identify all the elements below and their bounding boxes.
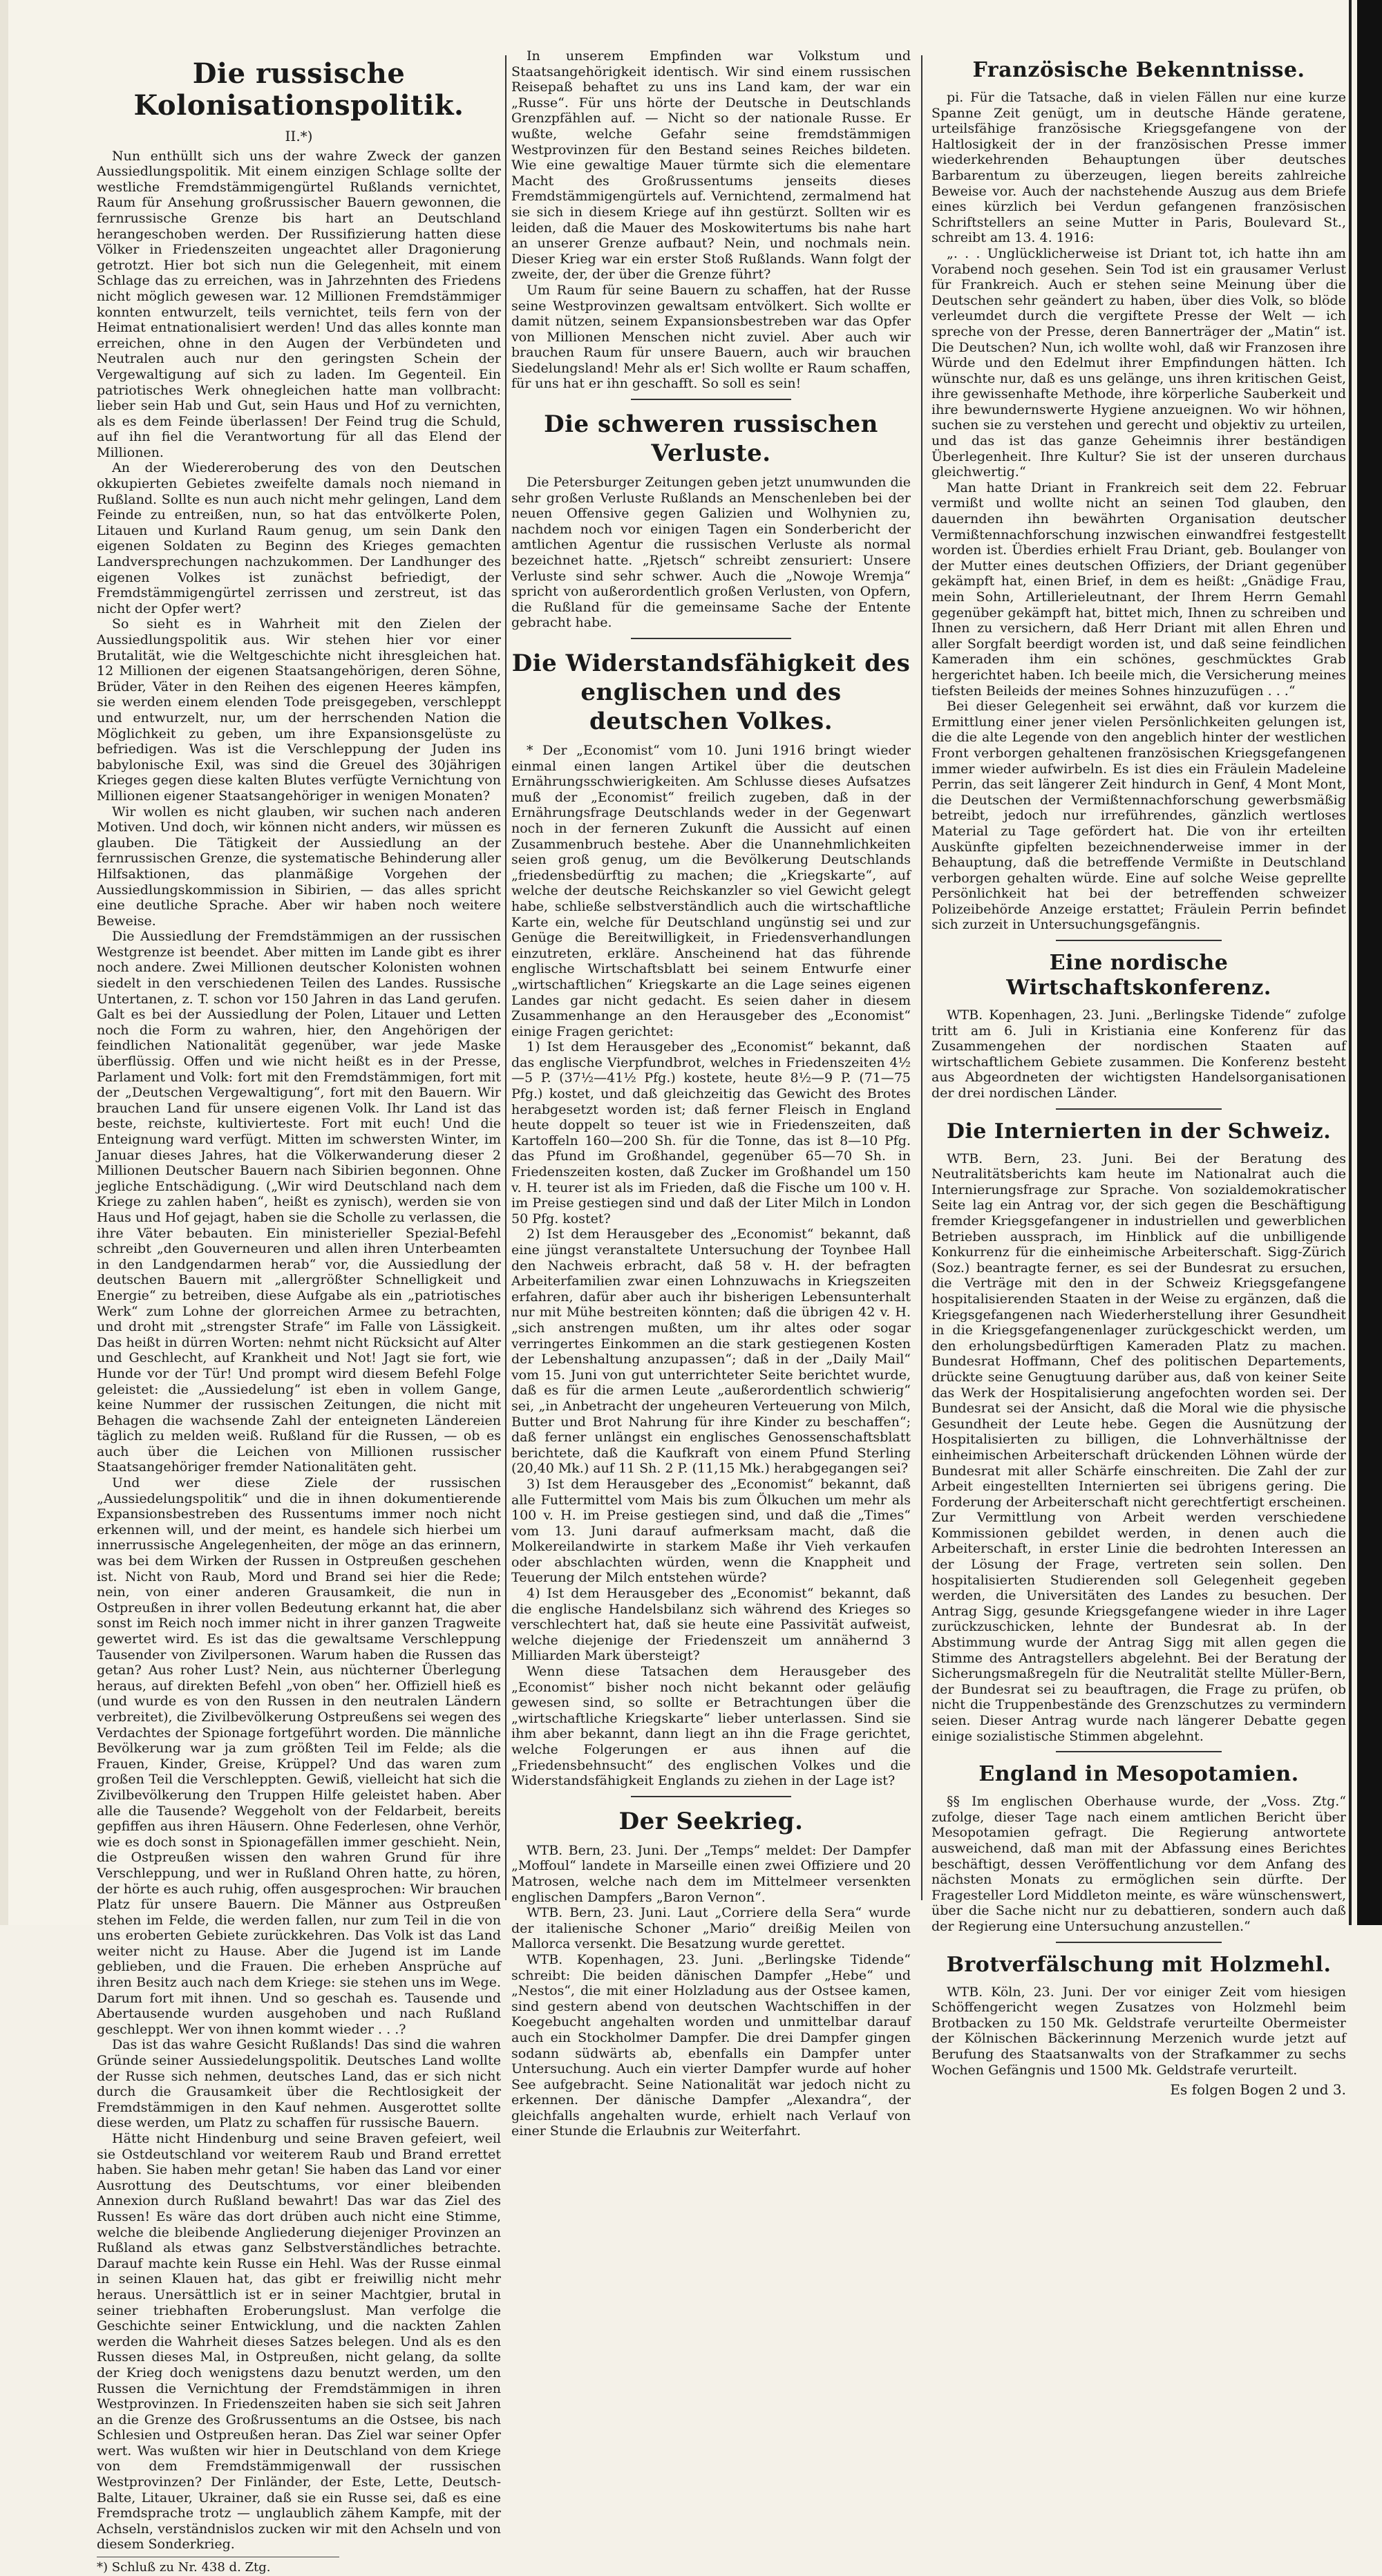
article-body-verluste: Die Petersburger Zeitungen geben jetzt unumwunden die sehr großen Verluste Rußlands an Menschenleben bei der neuen Offensive gegen Galizien und Wolhynien zu, nachdem noch vor einigen Tagen ein Sonderbericht der amtlichen Agentur die russischen Verluste als normal bezeichnet hatte. „Rjetsch“ schreibt zensuriert: Unsere Verluste sind sehr schwer. Auch die „Nowoje Wremja“ spricht von außerordentlich großen Verlusten, von Opfern, die Rußland für die gemeinsame Sache der Entente gebracht habe. [511, 475, 911, 631]
paragraph: Hätte nicht Hindenburg und seine Braven gefeiert, weil sie Ostdeutschland vor weiterem Raub und Brand errettet haben. Sie haben mehr getan! Sie haben das Land vor einer Ausrottung des Deutschtums, vor einer bleibenden Annexion durch Rußland bewahrt! Das war das Ziel des Russen! Es wäre das dort drüben auch nicht eine Stimme, welche die bleibende Angliederung diejeniger Provinzen an Rußland als etwas ganz Selbstverständliches betrachte. Darauf machte kein Russe ein Hehl. Was der Russe einmal in seinen Klauen hat, das gibt er freiwillig nicht mehr heraus. Unersättlich ist er in seiner Machtgier, brutal in seiner triebhaften Eroberungslust. Man verfolge die Geschichte seiner Entwicklung, und die nackten Zahlen werden die Wahrheit dieses Satzes belegen. Und als es den Russen dieses Mal, in Ostpreußen, nicht gelang, da sollte der Krieg doch wenigstens dazu benutzt werden, um den Russen die Vernichtung der Fremdstämmigen in ihren Westprovinzen. In Friedenszeiten haben sie sich seit Jahren an die Grenze des Großrussentums an die Ostsee, bis nach Schlesien und Ostpreußen heran. Das Ziel war seiner Opfer wert. Was wußten wir hier in Deutschland von dem Kriege von dem Fremdstämmigenwall der russischen Westprovinzen? Der Finländer, der Este, Lette, Deutsch-Balte, Litauer, Ukrainer, daß sie ein Russe sei, daß es eine Fremdsprache trotz — unglaublich zähem Kampfe, mit der Achseln, verständnislos zucken wir mit den Achseln und von diesem Sonderkrieg. [97, 2131, 501, 2553]
column-3 [931, 48, 1346, 2099]
article-title-seekrieg: Der Seekrieg. [618, 1807, 804, 1835]
paragraph: Das ist das wahre Gesicht Rußlands! Das sind die wahren Gründe seiner Aussiedelungspolitik. Deutsches Land wollte der Russe sich nehmen, deutsches Land, das er sich nicht durch die Grausamkeit über die Rechtlosigkeit der Fremdstämmigen in den Kauf nehmen. Ausgerottet sollte diese werden, um Platz zu schaffen für russische Bauern. [97, 2037, 501, 2131]
paragraph: Man hatte Driant in Frankreich seit dem 22. Februar vermißt und wollte nicht an seinen Tod glauben, den dauernden ihn bewährten Organisation deutscher Vermißtennachforschung inzwischen einwandfrei festgestellt worden ist. Überdies erhielt Frau Driant, geb. Boulanger von der Mutter eines deutschen Offiziers, der Driant gegenüber gekämpft hat, einen Brief, in dem es heißt: „Gnädige Frau, mein Sohn, Artillerieleutnant, der Ihrem Herrn Gemahl gegenüber gekämpft hat, bittet mich, Ihnen zu schreiben und Ihnen zu versichern, daß Herr Driant mit allen Ehren und aller Sorgfalt beerdigt worden ist, und daß seine feindlichen Kameraden ihm ein schönes, geschmücktes Grab hergerichtet haben. Ich beeile mich, die Versicherung meines tiefsten Beileids der meines Sohnes hinzuzufügen . . .“ [931, 480, 1346, 699]
separator [631, 399, 791, 400]
paragraph: Die Aussiedlung der Fremdstämmigen an der russischen Westgrenze ist beendet. Aber mitten im Lande gibt es ihrer noch andere. Zwei Millionen deutscher Kolonisten wohnen siedelt in den verschiedenen Teilen des Landes. Russische Untertanen, z. T. schon vor 150 Jahren in das Land gerufen. Galt es bei der Aussiedlung der Polen, Litauer und Letten noch die Form zu wahren, hier, den Angehörigen der feindlichen Nationalität gegenüber, war jede Maske überflüssig. Offen und wie nicht heißt es in der Presse, Parlament und Volk: fort mit den Fremdstämmigen, fort mit der „Deutschen Vergewaltigung“, fort mit den Bauern. Wir brauchen Land für unsere eigenen Volk. Ihr Land ist das beste, reichste, kultivierteste. Fort mit euch! Und die Enteignung ward verfügt. Mitten im schwersten Winter, im Januar dieses Jahres, hat die Völkerwanderung dieser 2 Millionen Deutscher Bauern nach Sibirien begonnen. Ohne jegliche Entschädigung. („Wir wird Deutschland nach dem Kriege zu zahlen haben“, heißt es zynisch), werden sie von Haus und Hof gejagt, haben sie die Scholle zu verlassen, die ihre Väter bebauten. Ein ministerieller Spezial-Befehl schreibt „den Gouverneuren und allen ihren Unterbeamten in den Landgendarmen herab“ vor, die Aussiedlung der deutschen Bauern mit „allergrößter Schnelligkeit und Energie“ zu betreiben, diese Aufgabe als ein „patriotisches Werk“ zum Lohne der glorreichen Armee zu betrachten, und droht mit „strengster Strafe“ im Falle von Lässigkeit. Das heißt in dürren Worten: nehmt nicht Rücksicht auf Alter und Geschlecht, auf Krankheit und Not! Jagt sie fort, wie Hunde vor der Tür! Und prompt wird diesem Befehl Folge geleistet: die „Aussiedelung“ ist eben in vollem Gange, keine Nummer der russischen Zeitungen, die nicht mit Behagen die wachsende Zahl der enteigneten Ländereien täglich zu melden weiß. Rußland für die Russen, — ob es auch über die Leichen von Millionen russischer Staatsangehöriger fremder Nationalitäten geht. [97, 929, 501, 1475]
article-body-widerstand [511, 743, 911, 1789]
article-body-kolonisation [97, 149, 501, 2553]
article-body-mesopotamien: §§ Im englischen Oberhause wurde, der „Voss. Ztg.“ zufolge, dieser Tage nach einem amtlichen Bericht über Mesopotamien gefragt. Die Regierung antwortete ausweichend, daß man mit der Abfassung eines Berichtes beschäftigt, dessen Veröffentlichung vor dem Anfang des nächsten Monats zu ermöglichen sein dürfte. Der Fragesteller Lord Middleton meinte, es wäre wünschenswert, über die Sache nicht nur zu debattieren, sondern auch daß der Regierung eine Untersuchung anzustellen.“ [931, 1794, 1346, 1934]
article-title-brot: Brotverfälschung mit Holzmehl. [946, 1952, 1332, 1977]
article-continuation [511, 48, 911, 392]
continuation-note: Es folgen Bogen 2 und 3. [1170, 2081, 1346, 2099]
separator [1056, 1751, 1222, 1752]
paragraph: WTB. Bern, 23. Juni. Der „Temps“ meldet: Der Dampfer „Moffoul“ landete in Marseille einen zwei Offiziere und 20 Matrosen, welche nach dem im Mittelmeer versenkten englischen Dampfers „Baron Vernon“. [511, 1842, 911, 1905]
article-title-kolonisation: Die russische Kolonisationspolitik. [133, 57, 464, 122]
column-divider-2 [921, 55, 922, 1900]
paragraph: Bei dieser Gelegenheit sei erwähnt, daß vor kurzem die Ermittlung einer jener vielen Persönlichkeiten gelungen ist, die die alte Legende von den angeblich hinter der westlichen Front verborgen gehaltenen französischen Kriegsgefangenen immer wieder aufwirbeln. Es ist dies ein Fräulein Madeleine Perrin, das seit längerer Zeit hindurch in Genf, 4 Mont Mont, die Deutschen der Vermißtennachforschung gewerbsmäßig betreibt, jedoch nur irreführendes, gänzlich wertloses Material zu Tage gefördert hat. Die von ihr erteilten Auskünfte gipfelten bezeichnenderweise immer in der Behauptung, daß die betreffende Vermißte in Deutschland verborgen gehalten würde. Eine auf solche Weise geprellte Persönlichkeit hat bei der betreffenden schweizer Polizeibehörde Anzeige erstattet; Fräulein Perrin befindet sich zurzeit in Untersuchungsgefängnis. [931, 699, 1346, 933]
column-1 [97, 48, 501, 2575]
paragraph: * Der „Economist“ vom 10. Juni 1916 bringt wieder einmal einen langen Artikel über die deutschen Ernährungsschwierigkeiten. Am Schlusse dieses Aufsatzes muß der „Economist“ freilich zugeben, daß in der Ernährungsfrage Deutschlands weder in der Gegenwart noch in der ferneren Zukunft die Aussicht auf einen Zusammenbruch bestehe. Aber die Unannehmlichkeiten seien groß genug, um die Bevölkerung Deutschlands „friedensbedürftig zu machen; die „Kriegskarte“, auf welche der deutsche Reichskanzler so viel Gewicht gelegt habe, schließe selbstverständlich auch die wirtschaftliche Karte ein, welche für Deutschland ungünstig sei und zur Genüge die Bereitwilligkeit, in Friedensverhandlungen einzutreten, erkläre. Anscheinend hat das führende englische Wirtschaftsblatt bei seinem Entwurfe einer „wirtschaftlichen“ Kriegskarte an die Lage seines eigenen Landes gar nicht gedacht. Es seien daher in diesem Zusammenhange an den Herausgeber des „Economist“ einige Fragen gerichtet: [511, 743, 911, 1039]
paragraph: An der Wiedereroberung des von den Deutschen okkupierten Gebietes zweifelte damals noch niemand in Rußland. Sollte es nun auch nicht mehr gelingen, Land dem Feinde zu entreißen, nun, so hat das entvölkerte Polen, Litauen und Kurland Raum genug, um sein Dank den eigenen Soldaten zu Beginn des Krieges gemachten Landversprechungen nachzukommen. Der Landhunger des eigenen Volkes ist zunächst befriedigt, der Fremdstämmigengürtel zerrissen und zerstreut, ist das nicht der Opfer wert? [97, 460, 501, 616]
paragraph: WTB. Bern, 23. Juni. Laut „Corriere della Sera“ wurde der italienische Schoner „Mario“ dreißig Meilen von Mallorca versenkt. Die Besatzung wurde gerettet. [511, 1905, 911, 1952]
article-body-internierten: WTB. Bern, 23. Juni. Bei der Beratung des Neutralitätsberichts kam heute im Nationalrat auch die Internierungsfrage zur Sprache. Von sozialdemokratischer Seite lag ein Antrag vor, der sich gegen die Beschäftigung fremder Kriegsgefangener in industriellen und gewerblichen Betrieben aussprach, im Hinblick auf die unbilligende Konkurrenz für die einheimische Arbeiterschaft. Sigg-Zürich (Soz.) beantragte ferner, es sei der Bundesrat zu ersuchen, die Verträge mit den in der Schweiz Kriegsgefangene hospitalisierenden Staaten in der Weise zu ergänzen, daß die Kriegsgefangenen nach Wiederherstellung ihrer Gesundheit in die Kriegsgefangenenlager zurückgeschickt werden, um den erholungsbedürftigen Kameraden Platz zu machen. Bundesrat Hoffmann, Chef des politischen Departements, drückte seine Genugtuung darüber aus, daß von keiner Seite das Werk der Hospitalisierung angefochten worden sei. Der Bundesrat sei der Ansicht, daß die Moral wie die physische Gesundheit der Leute hebe. Gegen die Ausnützung der Hospitalisierten zu billigen, die Lohnverhältnisse der einheimischen Arbeiterschaft drückenden Löhnen würde der Bundesrat mit aller Schärfe einschreiten. Die Zahl der zur Arbeit eingestellten Internierten sei übrigens gering. Die Forderung der Arbeiterschaft nicht gerechtfertigt erscheinen. Zur Vermittlung von Arbeit werden verschiedene Kommissionen gebildet werden, in denen auch die Arbeiterschaft, in erster Linie die bedrohten Interessen an der Lösung der Frage, vertreten sein sollen. Den hospitalisierten Studierenden soll Gelegenheit gegeben werden, die Universitäten des Landes zu besuchen. Der Antrag Sigg, gesunde Kriegsgefangene wieder in ihre Lager zurückzuschicken, lehnte der Bundesrat ab. In der Abstimmung wurde der Antrag Sigg mit allen gegen die Stimme des Antragstellers abgelehnt. Bei der Beratung der Sicherungsmaßregeln für die Neutralität stellte Müller-Bern, der Bundesrat sei zu beauftragen, die Frage zu prüfen, ob nicht die Truppenbestände des Grenzschutzes zu vermindern seien. Dieser Antrag wurde nach längerer Debatte gegen einige sozialistische Stimmen abgelehnt. [931, 1150, 1346, 1744]
paragraph: „. . . Unglücklicherweise ist Driant tot, ich hatte ihn am Vorabend noch gesehen. Sein Tod ist ein grausamer Verlust für Frankreich. Auch er stehen seine Meinung über die Deutschen sehr geändert zu haben, über dies Volk, so blöde verleumdet durch die vergiftete Presse der Welt — ich spreche von der Presse, deren Bannerträger der „Matin“ ist. Die Deutschen? Nun, ich wollte wohl, daß wir Franzosen ihre Würde und den Edelmut ihrer Empfindungen hätten. Ich wünschte nur, daß es uns gelänge, uns ihren kritischen Geist, ihre gewissenhafte Methode, ihre körperliche Sauberkeit und ihre bewundernswerte Hygiene anzueignen. Wo wir höhnen, suchen sie zu verstehen und gerecht und objektiv zu urteilen, und das ist das ganze Geheimnis ihrer beständigen Überlegenheit. Ihre Kultur? Sie ist der unseren durchaus gleichwertig.“ [931, 245, 1346, 480]
separator [631, 638, 791, 639]
right-black-edge [1357, 0, 1382, 1925]
separator [1056, 1108, 1222, 1110]
paragraph: Und wer diese Ziele der russischen „Aussiedelungspolitik“ und die in ihnen dokumentierende Expansionsbestreben des Russentums immer noch nicht erkennen will, und der meint, es handele sich hierbei um innerrussische Angelegenheiten, der möge an das erinnern, was bei dem Wirken der Russen in Ostpreußen geschehen ist. Nicht von Raub, Mord und Brand sei hier die Rede; nein, von einer anderen Grausamkeit, die nun in Ostpreußen in ihrer vollen Bedeutung erkannt hat, die aber sonst im Reich noch immer nicht in ihrer ganzen Tragweite gewertet wird. Es ist das die gewaltsame Verschleppung Tausender von Zivilpersonen. Warum haben die Russen das getan? Aus roher Lust? Nein, aus nüchterner Überlegung heraus, auf direkten Befehl „von oben“ her. Offiziell hieß es (und wurde es von den Russen in den neutralen Ländern verbreitet), die Zivilbevölkerung Ostpreußens sei wegen des Verdachtes der Spionage fortgeführt worden. Die männliche Bevölkerung war ja zum größten Teil im Felde; als die Frauen, Kinder, Greise, Krüppel? Und das waren zum großen Teil die Verschleppten. Gewiß, vielleicht hat sich die Zivilbevölkerung den Truppen Hilfe geleistet haben. Aber alle die Tausende? Weggeholt von der Feldarbeit, bereits gepfiffen aus ihren Häusern. Ohne Federlesen, ohne Verhör, wie es doch sonst in Spionagefällen immer geschieht. Nein, die Ostpreußen wissen den wahren Grund für ihre Verschleppung, und wer in Rußland Ohren hatte, zu hören, der hörte es auch ruhig, offen ausgesprochen: Wir brauchen Platz für unsere Bauern. Die Männer aus Ostpreußen stehen im Felde, die werden fallen, nur zum Teil in die von uns eroberten Gebiete zurückkehren. Das Volk ist das Land weiter nicht zu Hause. Aber die Jugend ist im Lande geblieben, und die Frauen. Die erheben Ansprüche auf ihren Besitz auch nach dem Kriege: sie stehen uns im Wege. Darum fort mit ihnen. Und so geschah es. Tausende und Abertausende wurden ausgehoben und nach Rußland geschleppt. Wer von ihnen kommt wieder . . .? [97, 1475, 501, 2037]
article-body-bekenntnisse [931, 90, 1346, 933]
column-divider-1 [505, 55, 507, 1900]
paragraph: 3) Ist dem Herausgeber des „Economist“ bekannt, daß alle Futtermittel vom Mais bis zum Ölkuchen um mehr als 100 v. H. im Preise gestiegen sind, und daß die „Times“ vom 13. Juni darauf aufmerksam macht, daß die Molkereilandwirte in starkem Maße ihr Vieh verkaufen oder abschlachten würden, wenn die Knappheit und Teuerung der Milch entstehen würde? [511, 1476, 911, 1586]
article-title-internierten: Die Internierten in der Schweiz. [946, 1119, 1332, 1144]
right-margin-rule [1349, 0, 1352, 1925]
paragraph: 2) Ist dem Herausgeber des „Economist“ bekannt, daß eine jüngst veranstaltete Untersuchung der Toynbee Hall den Nachweis erbracht, daß 58 v. H. der befragten Arbeiterfamilien zwar einen Lohnzuwachs in Kriegszeiten erfahren, dafür aber auch ihr bisherigen Lebensunterhalt nur mit Mühe bestreiten könnten; daß die übrigen 42 v. H. „sich anstrengen mußten, um ihr altes oder sogar verringertes Einkommen an die stark gestiegenen Kosten der Lebenshaltung anzupassen“; daß in der „Daily Mail“ vom 15. Juni von gut unterrichteter Seite berichtet wurde, daß es für die armen Leute „außerordentlich schwierig“ sei, „in Anbetracht der ungeheuren Verteuerung von Milch, Butter und Brot Nahrung für ihre Kinder zu beschaffen“; daß ferner unlängst ein englisches Genossenschaftsblatt berichtete, daß die Kaufkraft von einem Pfund Sterling (20,40 Mk.) auf 11 Sh. 2 P. (11,15 Mk.) herabgegangen sei? [511, 1227, 911, 1477]
separator [1056, 1942, 1222, 1943]
article-title-bekenntnisse: Französische Bekenntnisse. [972, 58, 1305, 82]
article-body-seekrieg [511, 1843, 911, 2139]
paragraph: WTB. Kopenhagen, 23. Juni. „Berlingske Tidende“ schreibt: Die beiden dänischen Dampfer „Hebe“ und „Nestos“, die mit einer Holzladung aus der Ostsee kamen, sind gestern abend von deutschen Wachtschiffen in der Koegebucht angehalten worden und unmittelbar darauf auch ein Stockholmer Dampfer. Die drei Dampfer gingen sodann südwärts ab, ebenfalls ein Dampfer unter Untersuchung. Auch ein vierter Dampfer wurde auf hoher See aufgebracht. Seine Nationalität war jedoch nicht zu erkennen. Der dänische Dampfer „Alexandra“, der gleichfalls angehalten wurde, erhielt nach Verlauf von einer Stunde die Erlaubnis zur Weiterfahrt. [511, 1951, 911, 2139]
article-body-brot: WTB. Köln, 23. Juni. Der vor einiger Zeit vom hiesigen Schöffengericht wegen Zusatzes von Holzmehl beim Brotbacken zu 150 Mk. Geldstrafe verurteilte Obermeister der Kölnischen Bäckerinnung Merzenich wurde jetzt auf Berufung des Staatsanwalts von der Strafkammer zu sechs Wochen Gefängnis und 1500 Mk. Geldstrafe verurteilt. [931, 1984, 1346, 2078]
paragraph: Um Raum für seine Bauern zu schaffen, hat der Russe seine Westprovinzen gewaltsam entvölkert. Sich wollte er damit nützen, seinem Expansionsbestreben war das Opfer von Millionen Menschen nicht zuviel. Aber auch wir brauchen Raum für unsere Bauern, auch wir brauchen Siedelungsland! Mehr als er! Sich wollte er Raum schaffen, für uns hat er ihn geschafft. So soll es sein! [511, 282, 911, 392]
paragraph: pi. Für die Tatsache, daß in vielen Fällen nur eine kurze Spanne Zeit genügt, um in deutsche Hände geratene, urteilsfähige französische Kriegsgefangene von der Haltlosigkeit der in der französischen Presse immer wiederkehrenden Behauptungen über deutsches Barbarentum zu überzeugen, liegen bereits zahlreiche Beweise vor. Auch der nachstehende Auszug aus dem Briefe eines kürzlich bei Verdun gefangenen französischen Schriftstellers an seine Mutter in Paris, Boulevard St., schreibt am 13. 4. 1916: [931, 90, 1346, 246]
article-title-widerstand: Die Widerstandsfähigkeit des englischen und des deutschen Volkes. [511, 650, 911, 735]
paragraph: Nun enthüllt sich uns der wahre Zweck der ganzen Aussiedlungspolitik. Mit einem einzigen Schlage sollte der westliche Fremdstämmigengürtel Rußlands vernichtet, Raum für Ansehung großrussischer Bauern gewonnen, die fernrussische Grenze bis hart an Deutschland herangeschoben werden. Der Russifizierung hatten diese Völker in Friedenszeiten ungeachtet aller Dragonierung getrotzt. Hier bot sich nun die Gelegenheit, mit einem Schlage das zu erreichen, was in Jahrzehnten des Friedens nicht möglich gewesen war. 12 Millionen Fremdstämmiger konnten entwurzelt, teils vernichtet, teils fern von der Heimat entnationalisiert werden! Und das alles konnte man erreichen, ohne in den Augen der Verbündeten und Neutralen auch nur den geringsten Schein der Vergewaltigung auf sich zu laden. Im Gegenteil. Ein patriotisches Werk ohnegleichen hatte man vollbracht: lieber sein Hab und Gut, sein Haus und Hof zu vernichten, als es dem Feinde überlassen! Der Feind trug die Schuld, auf ihn fiel die Verantwortung für all das Elend der Millionen. [97, 148, 501, 460]
paragraph: 4) Ist dem Herausgeber des „Economist“ bekannt, daß die englische Handelsbilanz sich während des Krieges so verschlechtert hat, daß sie heute eine Passivität aufweist, welche diejenige der Friedenszeit um annähernd 3 Milliarden Mark übersteigt? [511, 1586, 911, 1664]
separator [631, 1796, 791, 1797]
footnote: *) Schluß zu Nr. 438 d. Ztg. [97, 2557, 339, 2576]
article-body-konferenz: WTB. Kopenhagen, 23. Juni. „Berlingske Tidende“ zufolge tritt am 6. Juli in Kristiania eine Konferenz für das Zusammengehen der nordischen Staaten auf wirtschaftlichem Gebiete zusammen. Die Konferenz besteht aus Abgeordneten der wichtigsten Handelsorganisationen der drei nordischen Länder. [931, 1007, 1346, 1101]
paragraph: Wenn diese Tatsachen dem Herausgeber des „Economist“ bisher noch nicht bekannt oder geläufig gewesen sind, so sollte er Betrachtungen über die „wirtschaftliche Kriegskarte“ lieber unterlassen. Sind sie ihm aber bekannt, dann liegt an ihn die Frage gerichtet, welche Folgerungen er aus ihnen auf die „Friedensbehnsucht“ des englischen Volkes und die Widerstandsfähigkeit Englands zu ziehen in der Lage ist? [511, 1664, 911, 1789]
column-2 [511, 48, 911, 2139]
article-title-konferenz: Eine nordische Wirtschaftskonferenz. [1006, 951, 1271, 1001]
paragraph: Wir wollen es nicht glauben, wir suchen nach anderen Motiven. Und doch, wir können nicht anders, wir müssen es glauben. Die Tätigkeit der Aussiedlung an der fernrussischen Grenze, die systematische Behinderung aller Hilfsaktionen, das planmäßige Vorgehen der Aussiedlungskommission in Sibirien, — das alles spricht eine deutliche Sprache. Aber wir haben noch weitere Beweise. [97, 804, 501, 929]
article-part: II.*) [285, 128, 313, 144]
article-title-mesopotamien: England in Mesopotamien. [978, 1762, 1299, 1787]
separator [1056, 940, 1222, 941]
paragraph: In unserem Empfinden war Volkstum und Staatsangehörigkeit identisch. Wir sind einem russischen Reisepaß behaftet zu uns ins Land kam, der war ein „Russe“. Für uns hörte der Deutsche in Deutschlands Grenzpfählen auf. — Nicht so der nationale Russe. Er wußte, welche Gefahr seine fremdstämmigen Westprovinzen für den Bestand seines Reiches bildeten. Wie eine gewaltige Mauer türmte sich die elementare Macht des Großrussentums jenseits dieses Fremdstämmigengürtels auf. Vernichtend, zermalmend hat sie sich in diesem Kriege auf ihn gestürzt. Sollten wir es leiden, daß die Mauer des Moskowitertums bis nahe hart an unserer Grenze aufbaut? Nein, und nochmals nein. Dieser Krieg war ein erster Stoß Rußlands. Wann folgt der zweite, der, der über die Grenze führt? [511, 48, 911, 283]
page-edge [0, 0, 8, 1925]
article-title-verluste: Die schweren russischen Verluste. [544, 410, 878, 468]
paragraph: So sieht es in Wahrheit mit den Zielen der Aussiedlungspolitik aus. Wir stehen hier vor einer Brutalität, wie die Weltgeschichte nicht ihresgleichen hat. 12 Millionen der eigenen Staatsangehörigen, deren Söhne, Brüder, Väter in den Reihen des eigenen Heeres kämpfen, sie werden einem elenden Tode preisgegeben, verschleppt und entwurzelt, nur, um der herrschenden Nation die Möglichkeit zu geben, um ihre Expansionsgelüste zu befriedigen. Was ist die Verschleppung der Juden ins babylonische Exil, was sind die Greuel des 30jährigen Krieges gegen diese kalten Blutes verfügte Vernichtung von Millionen eigener Staatsangehöriger in wenigen Monaten? [97, 616, 501, 804]
paragraph: 1) Ist dem Herausgeber des „Economist“ bekannt, daß das englische Vierpfundbrot, welches in Friedenszeiten 4½—5 P. (37½—41½ Pfg.) kostete, heute 8½—9 P. (71—75 Pfg.) kostet, und daß gleichzeitig das Gewicht des Brotes herabgesetzt worden ist; daß ferner Fleisch in England heute doppelt so teuer ist wie in Friedenszeiten, daß Kartoffeln 160—200 Sh. für die Tonne, das ist 8—10 Pfg. das Pfund im Großhandel, gegenüber 65—70 Sh. in Friedenszeiten kosten, daß Zucker im Großhandel um 150 v. H. teurer ist als im Frieden, daß die Fische um 100 v. H. im Preise gestiegen sind und daß der Liter Milch in London 50 Pfg. kostet? [511, 1039, 911, 1227]
